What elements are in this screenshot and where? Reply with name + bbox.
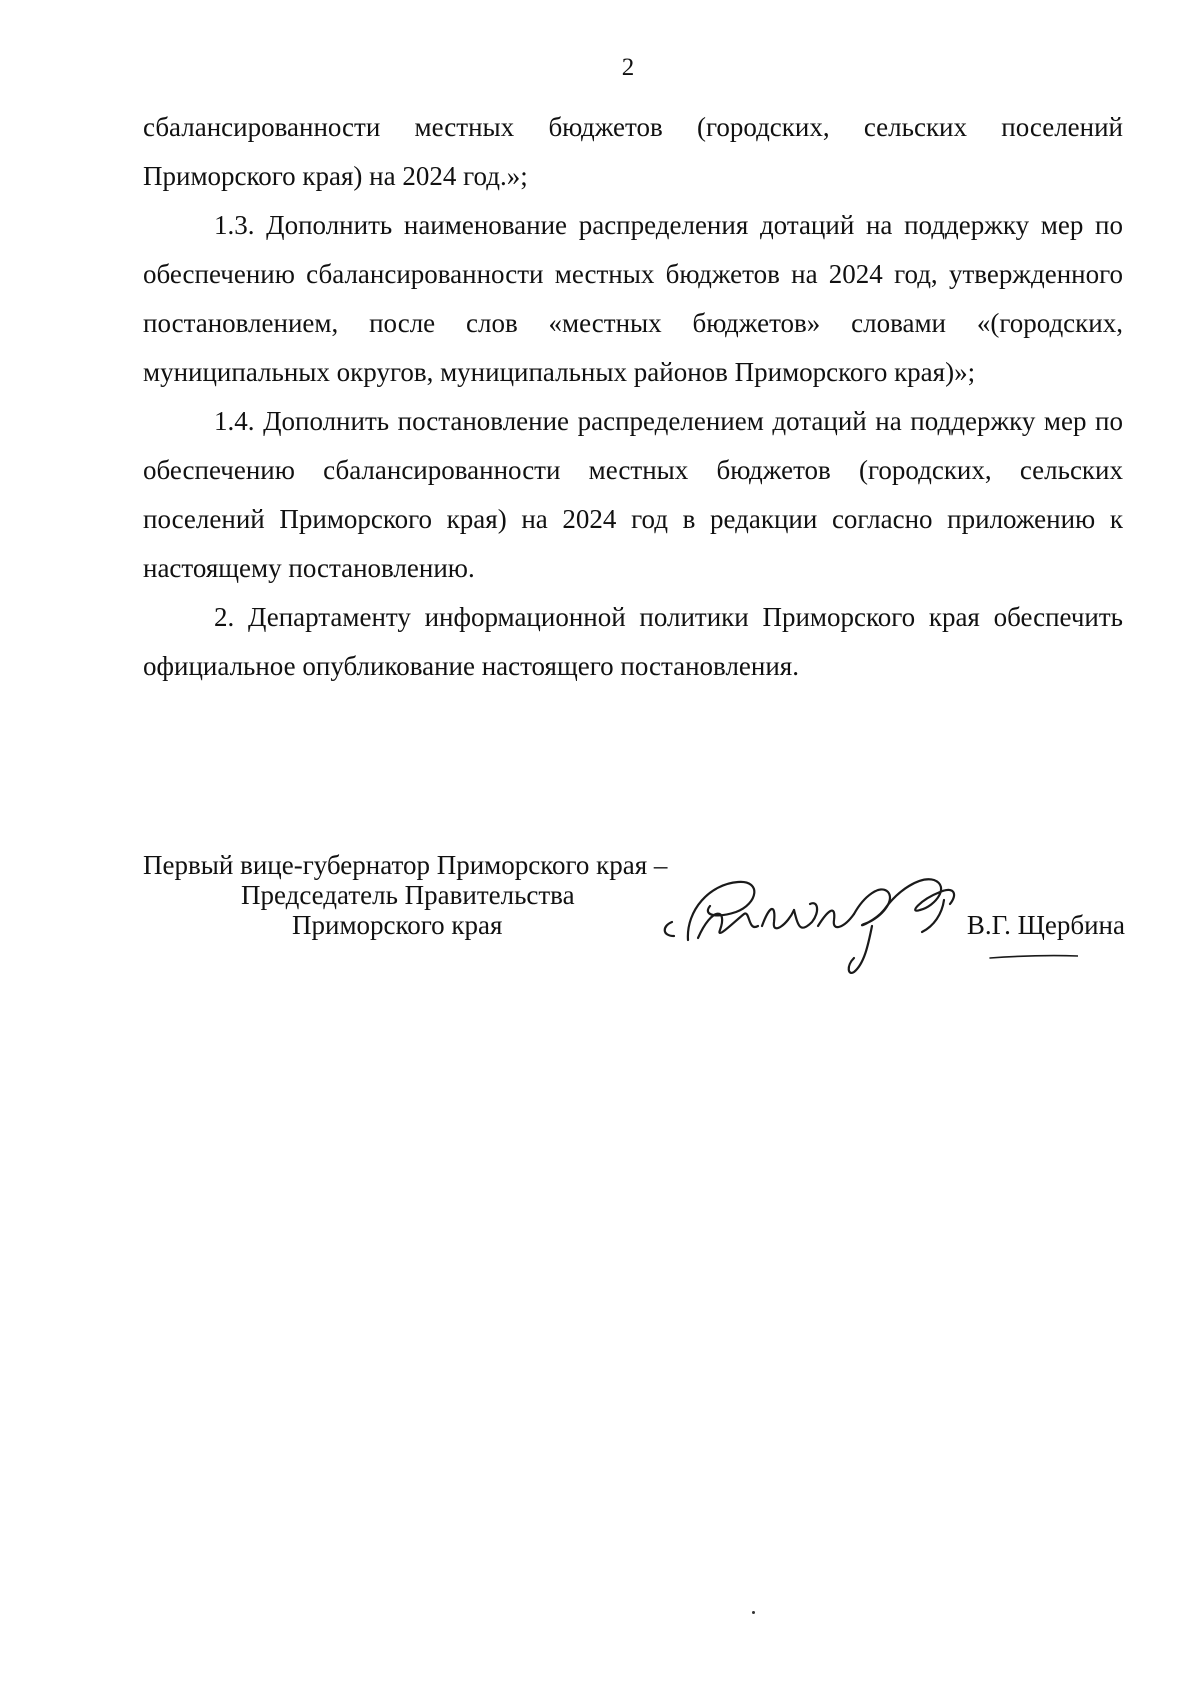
signature-block <box>143 850 1133 970</box>
paragraph-continuation: сбалансированности местных бюджетов (городских, сельских поселений Приморского края) на 2024 год.»; <box>143 112 1123 191</box>
signatory-title-line-2: Председатель Правительства <box>241 880 575 910</box>
signatory-name: В.Г. Щербина <box>966 910 1125 940</box>
paragraph-item-2: 2. Департаменту информационной политики Приморского края обеспечить официальное опубликование настоящего постановления. <box>143 602 1123 681</box>
signatory-title-line-3: Приморского края <box>292 910 503 940</box>
signatory-title-line-1: Первый вице-губернатор Приморского края – <box>143 850 668 880</box>
paragraph-item-1-3: 1.3. Дополнить наименование распределения дотаций на поддержку мер по обеспечению сбалансированности местных бюджетов на 2024 год, утвержденного постановлением, после слов «местных бюджетов» словами «(городских, муниципальных округов, муниципальных районов Приморского края)»; <box>143 210 1123 387</box>
document-body <box>143 103 1123 691</box>
paragraph-item-1-4: 1.4. Дополнить постановление распределением дотаций на поддержку мер по обеспечению сбалансированности местных бюджетов (городских, сельских поселений Приморского края) на 2024 год в редакции согласно приложению к настоящему постановлению. <box>143 406 1123 583</box>
scan-speck <box>752 1611 755 1614</box>
page-number: 2 <box>621 54 635 81</box>
